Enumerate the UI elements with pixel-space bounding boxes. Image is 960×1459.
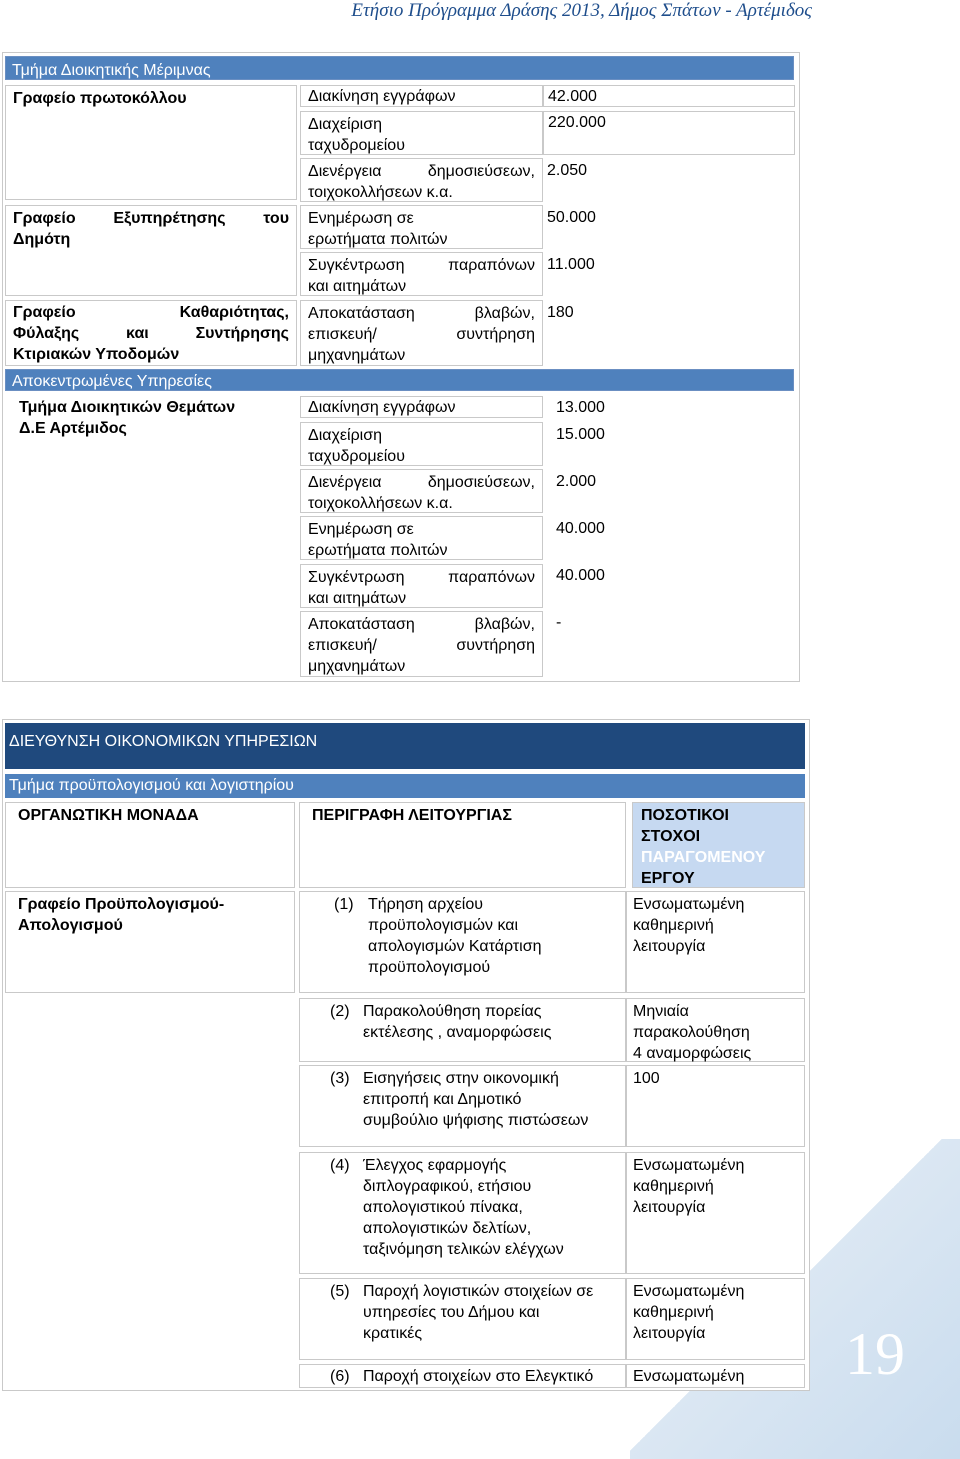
header-unit-label: ΟΡΓΑΝΩΤΙΚΗ ΜΟΝΑΔΑ bbox=[18, 807, 199, 824]
target-line: καθημερινή bbox=[633, 917, 714, 934]
item-line: απολογισμών Κατάρτιση bbox=[368, 938, 542, 955]
target-line: λειτουργία bbox=[633, 1325, 706, 1342]
function-item bbox=[299, 998, 626, 1062]
function-item bbox=[299, 1065, 626, 1147]
unit-artemis-line1: Τμήμα Διοικητικών Θεμάτων bbox=[19, 399, 236, 416]
item-line: επιτροπή και Δημοτικό bbox=[363, 1091, 522, 1108]
activity-value: 40.000 bbox=[556, 520, 605, 537]
directorate-band: ΔΙΕΥΘΥΝΣΗ ΟΙΚΟΝΟΜΙΚΩΝ ΥΠΗΡΕΣΙΩΝ bbox=[5, 723, 805, 769]
activity-text-line1: Διενέργεια δημοσιεύσεων, bbox=[308, 474, 535, 491]
target-line: Ενσωματωμένη bbox=[633, 896, 745, 913]
activity-text-line2: και αιτημάτων bbox=[308, 590, 407, 607]
unit-protocol-label: Γραφείο πρωτοκόλλου bbox=[13, 90, 187, 107]
item-number: (5) bbox=[330, 1283, 350, 1300]
decentralized-services-band: Αποκεντρωμένες Υπηρεσίες bbox=[5, 369, 794, 391]
header-targets bbox=[632, 802, 805, 888]
header-targets-line2: ΣΤΟΧΟΙ bbox=[641, 828, 701, 845]
unit-citizen-line1: Γραφείο Εξυπηρέτησης του bbox=[13, 210, 289, 227]
page-header-title: Ετήσιο Πρόγραμμα Δράσης 2013, Δήμος Σπάτων - Αρτέμιδος bbox=[351, 0, 812, 21]
activity-row bbox=[300, 111, 543, 155]
unit-citizen bbox=[5, 205, 297, 296]
unit-artemis-line2: Δ.Ε Αρτέμιδος bbox=[19, 420, 127, 437]
activity-value: 42.000 bbox=[548, 88, 597, 105]
activity-text-line2: ταχυδρομείου bbox=[308, 448, 405, 465]
unit-cleaning-line1: Γραφείο Καθαριότητας, bbox=[13, 304, 289, 321]
activity-text-line2: ερωτήματα πολιτών bbox=[308, 542, 448, 559]
activity-text-line2: επισκευή/ συντήρηση bbox=[308, 326, 535, 343]
activity-text: Διακίνηση εγγράφων bbox=[308, 88, 456, 105]
item-line: απολογιστικού πίνακα, bbox=[363, 1199, 523, 1216]
item-number: (4) bbox=[330, 1157, 350, 1174]
activity-text-line1: Συγκέντρωση παραπόνων bbox=[308, 569, 535, 586]
activity-row bbox=[300, 205, 543, 249]
activity-text-line2: επισκευή/ συντήρηση bbox=[308, 637, 535, 654]
activity-row bbox=[300, 422, 543, 466]
target-cell bbox=[626, 1364, 805, 1388]
activity-value: 13.000 bbox=[556, 399, 605, 416]
unit-budget-office bbox=[5, 891, 295, 993]
item-line: Παροχή στοιχείων στο Ελεγκτικό bbox=[363, 1368, 594, 1385]
activity-value: 180 bbox=[547, 304, 574, 321]
activity-value-cell bbox=[543, 111, 795, 155]
item-line: κρατικές bbox=[363, 1325, 423, 1342]
item-line: ταξινόμηση τελικών ελέγχων bbox=[363, 1241, 564, 1258]
activity-row bbox=[300, 564, 543, 608]
activity-row bbox=[300, 396, 543, 418]
item-number: (2) bbox=[330, 1003, 350, 1020]
header-description-label: ΠΕΡΙΓΡΑΦΗ ΛΕΙΤΟΥΡΓΙΑΣ bbox=[312, 807, 512, 824]
item-line: συμβούλιο ψήφισης πιστώσεων bbox=[363, 1112, 589, 1129]
target-line: Ενσωματωμένη bbox=[633, 1157, 745, 1174]
activity-row bbox=[300, 252, 543, 296]
function-item bbox=[299, 1278, 626, 1360]
activity-text-line2: τοιχοκολλήσεων κ.α. bbox=[308, 184, 453, 201]
target-line: 100 bbox=[633, 1070, 660, 1087]
activity-text-line3: μηχανημάτων bbox=[308, 347, 406, 364]
unit-budget-line1: Γραφείο Προϋπολογισμού- bbox=[18, 896, 225, 913]
activity-text-line2: τοιχοκολλήσεων κ.α. bbox=[308, 495, 453, 512]
target-line: Ενσωματωμένη bbox=[633, 1368, 745, 1385]
activity-text-line1: Αποκατάσταση βλαβών, bbox=[308, 305, 535, 322]
activity-value: 11.000 bbox=[547, 256, 595, 273]
activity-value: 40.000 bbox=[556, 567, 605, 584]
item-line: απολογιστικών δελτίων, bbox=[363, 1220, 532, 1237]
target-cell bbox=[626, 1152, 805, 1274]
activity-text-line1: Ενημέρωση σε bbox=[308, 210, 414, 227]
unit-artemis bbox=[5, 395, 297, 675]
target-cell bbox=[626, 891, 805, 993]
activity-row bbox=[300, 85, 543, 107]
target-line: λειτουργία bbox=[633, 938, 706, 955]
activity-value-cell bbox=[543, 85, 795, 107]
function-item bbox=[299, 891, 626, 993]
admin-department-band: Τμήμα Διοικητικής Μέριμνας bbox=[5, 56, 794, 80]
target-line: 4 αναμορφώσεις bbox=[633, 1045, 752, 1062]
activity-value: - bbox=[556, 614, 562, 631]
item-line: Εισηγήσεις στην οικονομική bbox=[363, 1070, 559, 1087]
unit-cleaning-line2: Φύλαξης και Συντήρησης bbox=[13, 325, 289, 342]
activity-text-line2: ταχυδρομείου bbox=[308, 137, 405, 154]
header-unit bbox=[5, 802, 295, 888]
item-number: (1) bbox=[334, 896, 354, 913]
item-line: Τήρηση αρχείου bbox=[368, 896, 483, 913]
target-line: καθημερινή bbox=[633, 1178, 714, 1195]
target-line: παρακολούθηση bbox=[633, 1024, 750, 1041]
department-band: Τμήμα προϋπολογισμού και λογιστηρίου bbox=[5, 774, 805, 798]
activity-text-line1: Διαχείριση bbox=[308, 116, 383, 133]
target-line: λειτουργία bbox=[633, 1199, 706, 1216]
unit-budget-line2: Απολογισμού bbox=[18, 917, 123, 934]
target-cell bbox=[626, 1065, 805, 1147]
item-line: διπλογραφικού, ετήσιου bbox=[363, 1178, 532, 1195]
activity-text-line1: Συγκέντρωση παραπόνων bbox=[308, 257, 535, 274]
target-line: καθημερινή bbox=[633, 1304, 714, 1321]
item-line: προϋπολογισμού bbox=[368, 959, 491, 976]
item-line: Έλεγχος εφαρμογής bbox=[363, 1157, 507, 1174]
unit-citizen-line2: Δημότη bbox=[13, 231, 71, 248]
item-line: Παροχή λογιστικών στοιχείων σε bbox=[363, 1283, 594, 1300]
function-item bbox=[299, 1364, 626, 1388]
item-line: Παρακολούθηση πορείας bbox=[363, 1003, 542, 1020]
activity-value: 2.050 bbox=[547, 162, 588, 179]
activity-row bbox=[300, 469, 543, 513]
target-cell bbox=[626, 998, 805, 1062]
activity-value: 15.000 bbox=[556, 426, 605, 443]
header-targets-line1: ΠΟΣΟΤΙΚΟΙ bbox=[641, 807, 729, 824]
unit-cleaning bbox=[5, 300, 297, 366]
item-number: (3) bbox=[330, 1070, 350, 1087]
activity-row bbox=[300, 300, 543, 366]
activity-row bbox=[300, 611, 543, 677]
activity-text-line1: Διενέργεια δημοσιεύσεων, bbox=[308, 163, 535, 180]
unit-protocol bbox=[5, 85, 297, 200]
activity-text-line3: μηχανημάτων bbox=[308, 658, 406, 675]
item-number: (6) bbox=[330, 1368, 350, 1385]
function-item bbox=[299, 1152, 626, 1274]
activity-text-line2: ερωτήματα πολιτών bbox=[308, 231, 448, 248]
target-line: Ενσωματωμένη bbox=[633, 1283, 745, 1300]
header-description bbox=[299, 802, 626, 888]
activity-row bbox=[300, 516, 543, 560]
target-cell bbox=[626, 1278, 805, 1360]
activity-value: 50.000 bbox=[547, 209, 596, 226]
header-targets-line4: ΕΡΓΟΥ bbox=[641, 870, 695, 887]
activity-value: 220.000 bbox=[548, 114, 606, 131]
header-targets-line3: ΠΑΡΑΓΟΜΕΝΟΥ bbox=[641, 849, 766, 866]
activity-text: Διακίνηση εγγράφων bbox=[308, 399, 456, 416]
activity-text-line1: Διαχείριση bbox=[308, 427, 383, 444]
activity-value: 2.000 bbox=[556, 473, 597, 490]
item-line: υπηρεσίες του Δήμου και bbox=[363, 1304, 540, 1321]
activity-text-line2: και αιτημάτων bbox=[308, 278, 407, 295]
activity-row bbox=[300, 158, 543, 202]
page-number: 19 bbox=[845, 1321, 905, 1387]
target-line: Μηνιαία bbox=[633, 1003, 689, 1020]
unit-cleaning-line3: Κτιριακών Υποδομών bbox=[13, 346, 180, 363]
item-line: εκτέλεσης , αναμορφώσεις bbox=[363, 1024, 552, 1041]
activity-text-line1: Ενημέρωση σε bbox=[308, 521, 414, 538]
item-line: προϋπολογισμών και bbox=[368, 917, 519, 934]
activity-text-line1: Αποκατάσταση βλαβών, bbox=[308, 616, 535, 633]
